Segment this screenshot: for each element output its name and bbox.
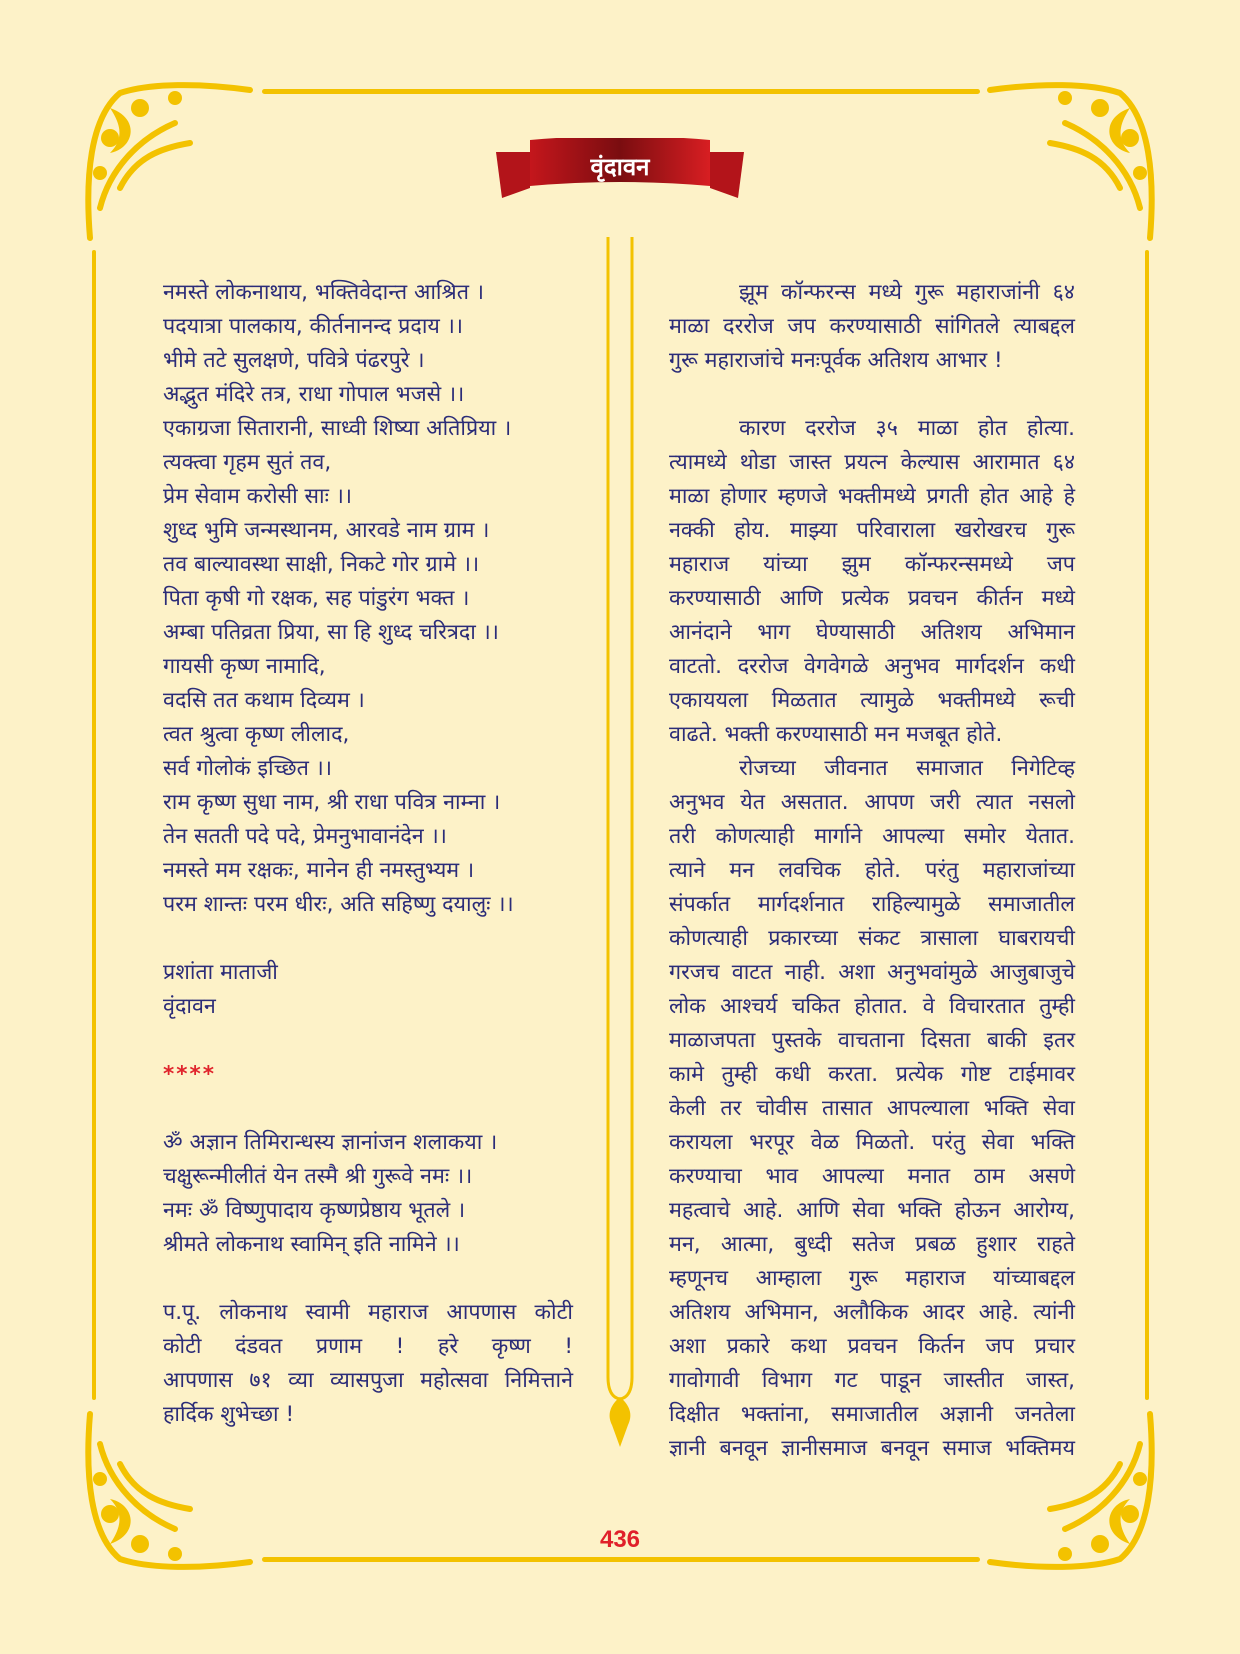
verse-line: शुध्द भुमि जन्मस्थानम, आरवडे नाम ग्राम ।: [163, 518, 490, 543]
verse-line: गायसी कृष्ण नामादि,: [163, 654, 326, 679]
verse-line: पदयात्रा पालकाय, कीर्तनानन्द प्रदाय ।।: [163, 314, 463, 339]
closing-line: आपणास ७१ व्या व्यासपुजा महोत्सवा निमित्ताने: [163, 1368, 573, 1393]
frame-left-line: [92, 250, 96, 1400]
paragraph-line: गावोगावी विभाग गट पाडून जास्तीत जास्त,: [669, 1368, 1075, 1393]
paragraph-line: ज्ञानी बनवून ज्ञानीसमाज बनवून समाज भक्तिमय: [669, 1436, 1075, 1461]
paragraph-line: म्हणूनच आम्हाला गुरू महाराज यांच्याबद्दल: [669, 1266, 1075, 1291]
verse-line: अम्बा पतिव्रता प्रिया, सा हि शुध्द चरित्रदा ।।: [163, 620, 499, 645]
verse-line: त्यक्त्वा गृहम सुतं तव,: [163, 450, 332, 475]
paragraph-line: लोक आश्चर्य चकित होतात. वे विचारतात तुम्ही: [669, 994, 1075, 1019]
paragraph-line: आनंदाने भाग घेण्यासाठी अतिशय अभिमान: [669, 620, 1075, 645]
blank-line: [163, 1024, 573, 1058]
verse-line: वदसि तत कथाम दिव्यम ।: [163, 688, 365, 713]
mantra-line: नमः ॐ विष्णुपादाय कृष्णप्रेष्ठाय भूतले ।: [163, 1198, 466, 1223]
paragraph-line: वाढते. भक्ती करण्यासाठी मन मजबूत होते.: [669, 722, 1003, 747]
corner-ornament-icon: [980, 78, 1160, 258]
paragraph-line: केली तर चोवीस तासात आपल्याला भक्ति सेवा: [669, 1096, 1075, 1121]
frame-right-line: [1145, 250, 1149, 1400]
corner-ornament-icon: [80, 78, 260, 258]
blank-line: [163, 1092, 573, 1126]
paragraph-line: महत्वाचे आहे. आणि सेवा भक्ति होऊन आरोग्य,: [669, 1198, 1075, 1223]
paragraph-line: कामे तुम्ही कधी करता. प्रत्येक गोष्ट टाईमावर: [669, 1062, 1075, 1087]
verse-line: पिता कृषी गो रक्षक, सह पांडुरंग भक्त ।: [163, 586, 470, 611]
verse-line: त्वत श्रुत्वा कृष्ण लीलाद,: [163, 722, 350, 747]
page-number: 436: [599, 1526, 641, 1553]
verse-line: परम शान्तः परम धीरः, अति सहिष्णु दयालुः ।।: [163, 892, 514, 917]
verse-line: तव बाल्यावस्था साक्षी, निकटे गोर ग्रामे ।।: [163, 552, 480, 577]
verse-line: राम कृष्ण सुधा नाम, श्री राधा पवित्र नाम्ना ।: [163, 790, 501, 815]
left-column: [163, 276, 573, 1432]
right-column: [669, 276, 1075, 1466]
verse-line: एकाग्रजा सितारानी, साध्वी शिष्या अतिप्रिया ।: [163, 416, 512, 441]
blank-line: [669, 378, 1075, 412]
paragraph-line: माळाजपता पुस्तके वाचताना दिसता बाकी इतर: [669, 1028, 1075, 1053]
paragraph-line: मन, आत्मा, बुध्दी सतेज प्रबळ हुशार राहते: [669, 1232, 1075, 1257]
paragraph-line: करण्यासाठी आणि प्रत्येक प्रवचन कीर्तन मध्ये: [669, 586, 1075, 611]
paragraph-line: माळा दररोज जप करण्यासाठी सांगितले त्याबद्दल: [669, 314, 1075, 339]
title-banner: [496, 138, 744, 200]
mantra-line: ॐ अज्ञान तिमिरान्धस्य ज्ञानांजन शलाकया ।: [163, 1130, 498, 1155]
blank-line: [163, 1262, 573, 1296]
paragraph-line: अतिशय अभिमान, अलौकिक आदर आहे. त्यांनी: [669, 1300, 1075, 1325]
closing-line: कोटी दंडवत प्रणाम ! हरे कृष्ण !: [163, 1334, 573, 1359]
paragraph-line: महाराज यांच्या झुम कॉन्फरन्समध्ये जप: [669, 552, 1075, 577]
paragraph-line: संपर्कात मार्गदर्शनात राहिल्यामुळे समाजातील: [669, 892, 1075, 917]
paragraph-line: त्याने मन लवचिक होते. परंतु महाराजांच्या: [669, 858, 1075, 883]
page-title: वृंदावन: [590, 153, 650, 181]
verse-line: तेन सतती पदे पदे, प्रेमनुभावानंदेन ।।: [163, 824, 447, 849]
author-place: वृंदावन: [163, 994, 216, 1019]
mantra-line: श्रीमते लोकनाथ स्वामिन् इति नामिने ।।: [163, 1232, 460, 1257]
paragraph-line: वाटतो. दररोज वेगवेगळे अनुभव मार्गदर्शन कधी: [669, 654, 1075, 679]
verse-line: सर्व गोलोकं इच्छित ।।: [163, 756, 332, 781]
closing-line: हार्दिक शुभेच्छा !: [163, 1402, 295, 1427]
paragraph-line: माळा होणार म्हणजे भक्तीमध्ये प्रगती होत आहे हे: [669, 484, 1075, 509]
paragraph-line: कोणत्याही प्रकारच्या संकट त्रासाला घाबरायची: [669, 926, 1075, 951]
separator-stars: ****: [163, 1062, 216, 1087]
mantra-line: चक्षुरून्मीलीतं येन तस्मै श्री गुरूवे नमः ।।: [163, 1164, 473, 1189]
paragraph-line: करायला भरपूर वेळ मिळतो. परंतु सेवा भक्ति: [669, 1130, 1075, 1155]
closing-line: प.पू. लोकनाथ स्वामी महाराज आपणास कोटी: [163, 1300, 573, 1325]
paragraph-line: कारण दररोज ३५ माळा होत होत्या.: [739, 416, 1075, 441]
paragraph-line: करण्याचा भाव आपल्या मनात ठाम असणे: [669, 1164, 1075, 1189]
paragraph-line: गुरू महाराजांचे मनःपूर्वक अतिशय आभार !: [669, 348, 1003, 373]
paragraph-line: गरजच वाटत नाही. अशा अनुभवांमुळे आजुबाजुचे: [669, 960, 1075, 985]
paragraph-line: एकाययला मिळतात त्यामुळे भक्तीमध्ये रूची: [669, 688, 1075, 713]
paragraph-line: तरी कोणत्याही मार्गाने आपल्या समोर येतात.: [669, 824, 1075, 849]
blank-line: [163, 922, 573, 956]
author-name: प्रशांता माताजी: [163, 960, 278, 985]
verse-line: प्रेम सेवाम करोसी साः ।।: [163, 484, 353, 509]
frame-top-line: [262, 89, 980, 94]
verse-line: भीमे तटे सुलक्षणे, पवित्रे पंढरपुरे ।: [163, 348, 425, 373]
paragraph-line: अनुभव येत असतात. आपण जरी त्यात नसलो: [669, 790, 1075, 815]
paragraph-line: दिक्षीत भक्तांना, समाजातील अज्ञानी जनतेला: [669, 1402, 1075, 1427]
paragraph-line: त्यामध्ये थोडा जास्त प्रयत्न केल्यास आरामात ६४: [669, 450, 1075, 475]
verse-line: अद्भुत मंदिरे तत्र, राधा गोपाल भजसे ।।: [163, 382, 465, 407]
paragraph-line: रोजच्या जीवनात समाजात निगेटिव्ह: [739, 756, 1075, 781]
paragraph-line: नक्की होय. माझ्या परिवाराला खरोखरच गुरू: [669, 518, 1075, 543]
paragraph-line: अशा प्रकारे कथा प्रवचन किर्तन जप प्रचार: [669, 1334, 1075, 1359]
paragraph-line: झूम कॉन्फरन्स मध्ये गुरू महाराजांनी ६४: [739, 280, 1075, 305]
verse-line: नमस्ते मम रक्षकः, मानेन ही नमस्तुभ्यम ।: [163, 858, 475, 883]
column-divider: [606, 237, 634, 1447]
verse-line: नमस्ते लोकनाथाय, भक्तिवेदान्त आश्रित ।: [163, 280, 484, 305]
frame-bottom-line: [262, 1557, 980, 1562]
